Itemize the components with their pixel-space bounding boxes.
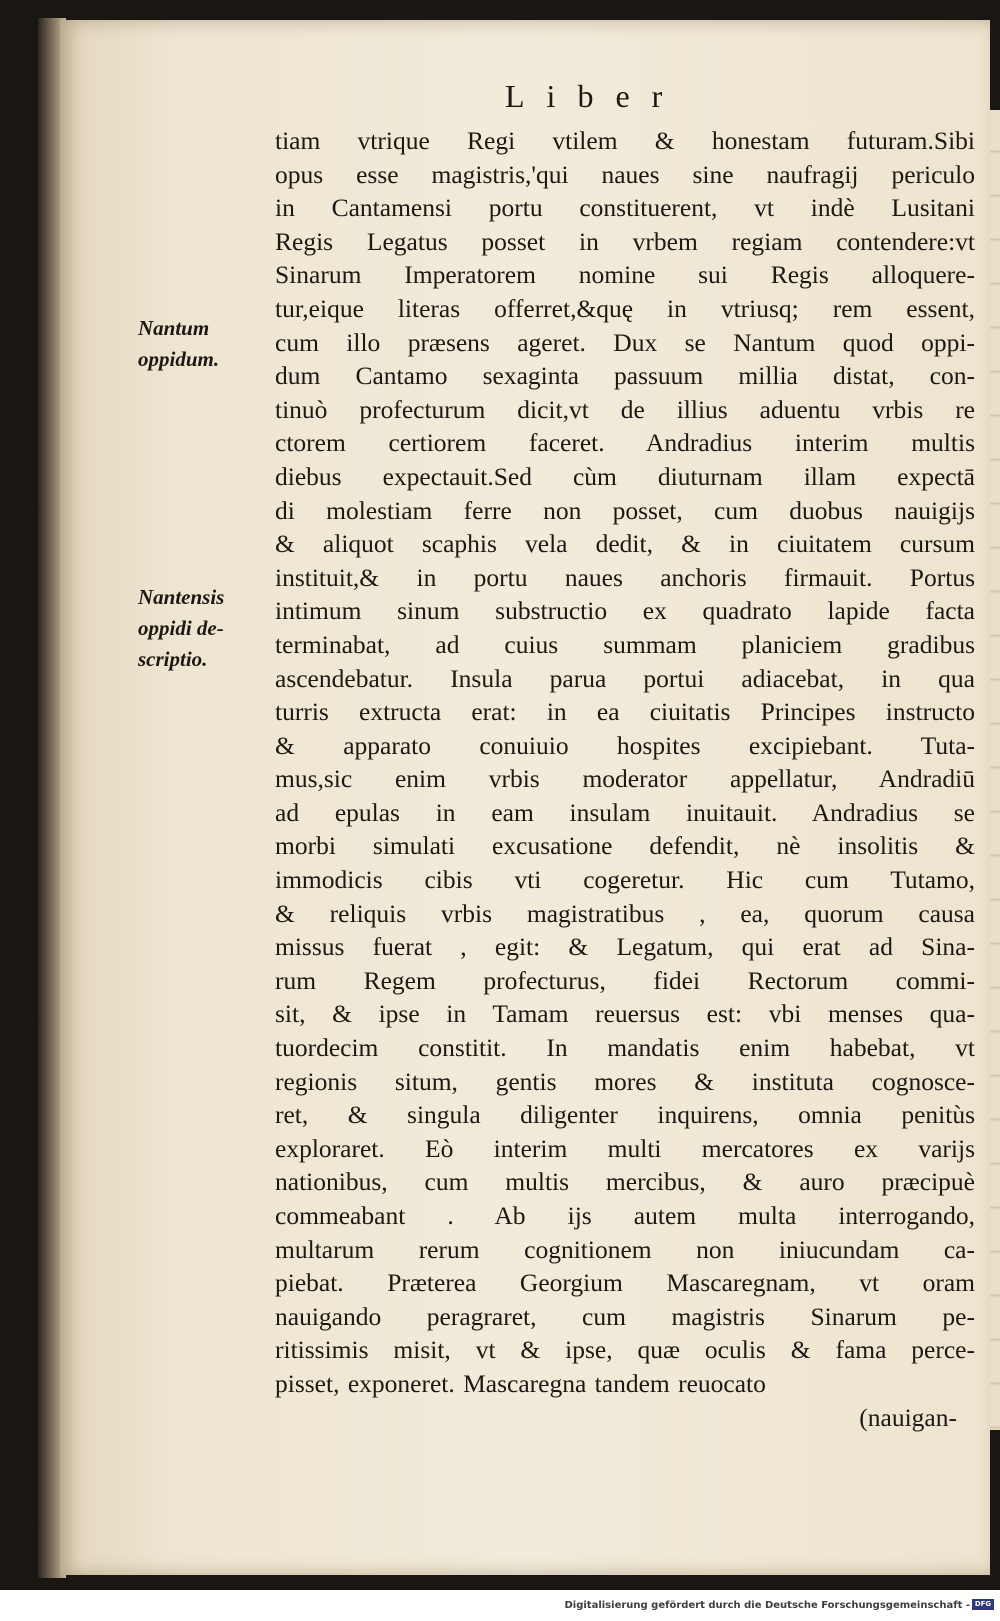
text-line: & reliquis vrbis magistratibus , ea, quorum causa (275, 898, 975, 928)
text-line: tuordecim constitit. In mandatis enim habebat, vt (275, 1033, 975, 1063)
text-line: regionis situm, gentis mores & instituta cognosce- (275, 1066, 975, 1096)
text-line: in Cantamensi portu constituerent, vt indè Lusitani (275, 193, 975, 223)
text-line: tinuò profecturum dicit,vt de illius aduentu vrbis re (275, 394, 975, 424)
running-title: Liber (505, 78, 685, 114)
text-line: immodicis cibis vti cogeretur. Hic cum Tutamo, (275, 865, 975, 895)
margin-note-line: Nantum (138, 316, 210, 340)
text-line: missus fuerat , egit: & Legatum, qui erat ad Sina- (275, 932, 975, 962)
text-line: pisset, exponeret. Mascaregna tandem reuocato (275, 1368, 766, 1398)
text-line: commeabant . Ab ijs autem multa interrogando, (275, 1201, 975, 1230)
text-line: ascendebatur. Insula parua portui adiacebat, in qua (275, 663, 975, 693)
text-line: cum illo præsens ageret. Dux se Nantum quod oppi- (275, 327, 975, 357)
margin-note-line: oppidum. (138, 347, 220, 371)
text-line: di molestiam ferre non posset, cum duobus nauigijs (275, 495, 975, 525)
text-line: mus,sic enim vrbis moderator appellatur, Andradiū (275, 764, 975, 794)
text-line: turris extructa erat: in ea ciuitatis Principes instructo (275, 697, 975, 727)
text-line: & aliquot scaphis vela dedit, & in ciuitatem cursum (275, 529, 975, 559)
text-line: nationibus, cum multis mercibus, & auro præcipuè (275, 1167, 975, 1197)
text-line: ret, & singula diligenter inquirens, omnia penitùs (275, 1100, 975, 1130)
text-line: morbi simulati excusatione defendit, nè insolitis & (275, 831, 975, 861)
text-line: terminabat, ad cuius summam planiciem gradibus (275, 629, 975, 659)
catchword: (nauigan- (859, 1402, 957, 1432)
text-line: ctorem certiorem faceret. Andradius interim multis (275, 428, 975, 458)
margin-note-nantum (138, 313, 273, 375)
text-line: nauigando peragraret, cum magistris Sinarum pe- (275, 1301, 975, 1331)
text-line: Regis Legatus posset in vrbem regiam contendere:vt (275, 226, 975, 256)
text-line: diebus expectauit.Sed cùm diuturnam illam expectā (275, 461, 975, 491)
margin-note-nantensis (138, 582, 273, 675)
margin-note-line: Nantensis (138, 585, 225, 609)
main-text-block (275, 124, 975, 1434)
text-line: opus esse magistris,'qui naues sine naufragij periculo (275, 159, 975, 189)
text-line: ad epulas in eam insulam inuitauit. Andradius se (275, 797, 975, 827)
text-line: rum Regem profecturus, fidei Rectorum commi- (275, 965, 975, 995)
text-line: dum Cantamo sexaginta passuum millia distat, con- (275, 361, 975, 391)
text-line: Sinarum Imperatorem nomine sui Regis alloquere- (275, 260, 975, 290)
margin-note-line: scriptio. (138, 647, 208, 671)
text-line: instituit,& in portu naues anchoris firmauit. Portus (275, 562, 975, 592)
text-line: & apparato conuiuio hospites excipiebant. Tuta- (275, 730, 975, 760)
text-line: tur,eique literas offerret,&quę in vtriusq; rem essent, (275, 293, 975, 323)
text-line: exploraret. Eò interim multi mercatores ex varijs (275, 1133, 975, 1163)
text-line: intimum sinum substructio ex quadrato lapide facta (275, 596, 975, 626)
dfg-logo-icon: DFG (972, 1599, 994, 1610)
text-line: ritissimis misit, vt & ipse, quæ oculis & fama perce- (275, 1335, 975, 1365)
text-line: piebat. Præterea Georgium Mascaregnam, vt oram (275, 1268, 975, 1298)
text-line: tiam vtrique Regi vtilem & honestam futuram.Sibi (275, 126, 975, 155)
margin-note-line: oppidi de- (138, 616, 224, 640)
funding-credit: Digitalisierung gefördert durch die Deutsche Forschungsgemeinschaft - (564, 1600, 970, 1611)
text-line: multarum rerum cognitionem non iniucundam ca- (275, 1234, 975, 1264)
text-line: sit, & ipse in Tamam reuersus est: vbi menses qua- (275, 999, 975, 1029)
